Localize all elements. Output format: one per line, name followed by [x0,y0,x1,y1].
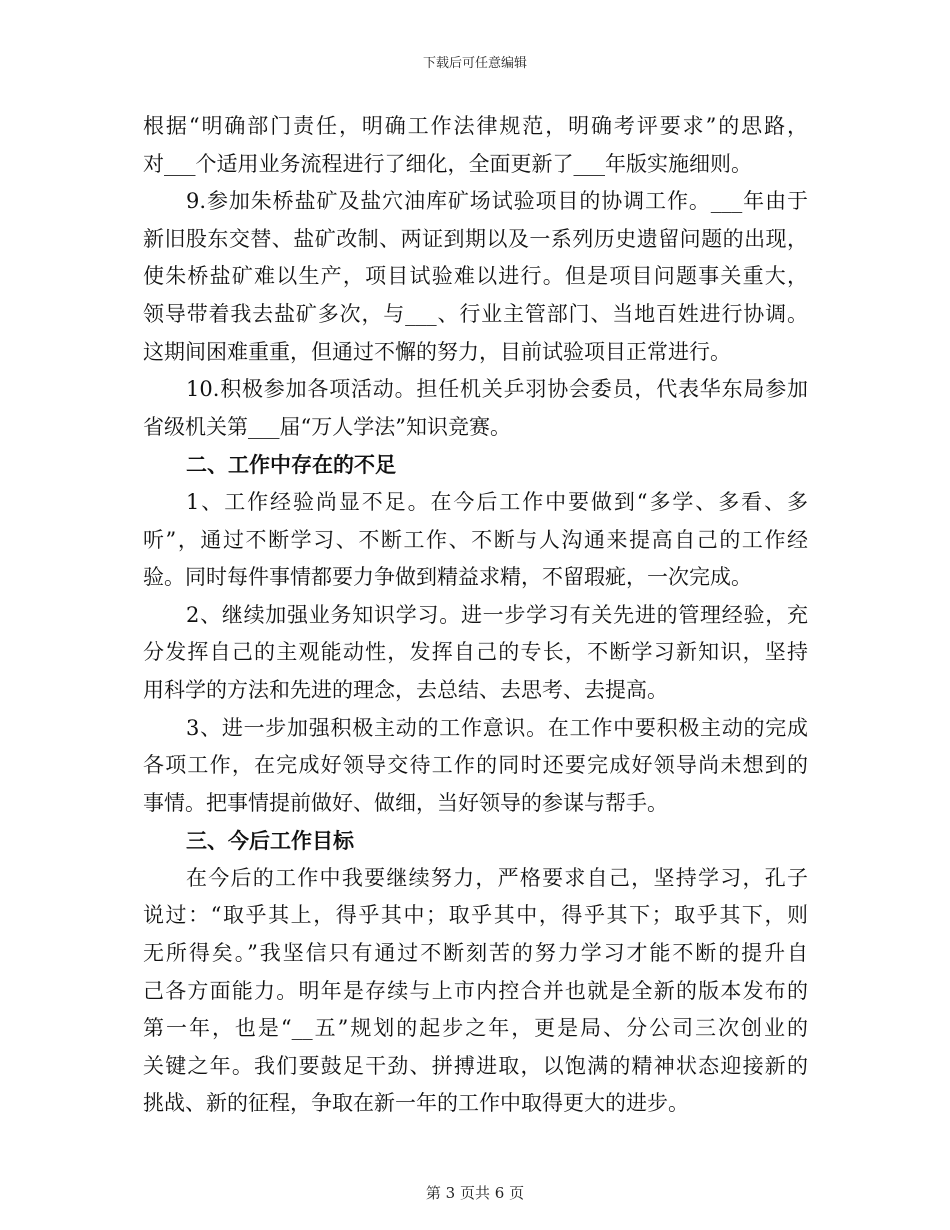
text-line: 事情。把事情提前做好、做细，当好领导的参谋与帮手。 [143,790,668,815]
text-line: 听”，通过不断学习、不断工作、不断与人沟通来提高自己的工作经 [143,527,808,552]
section-heading: 三、今后工作目标 [186,828,354,854]
text-line: 关键之年。我们要鼓足干劲、拼搏进取，以饱满的精神状态迎接新的 [143,1053,808,1078]
text-line: 1、工作经验尚显不足。在今后工作中要做到“多学、多看、多 [186,489,808,514]
document-body [143,108,808,1123]
text-line: 对___个适用业务流程进行了细化，全面更新了___年版实施细则。 [143,151,752,176]
text-line: 用科学的方法和先进的理念，去总结、去思考、去提高。 [143,677,668,702]
text-line: 3、进一步加强积极主动的工作意识。在工作中要积极主动的完成 [186,715,808,740]
text-line: 挑战、新的征程，争取在新一年的工作中取得更大的进步。 [143,1091,689,1116]
text-line: 这期间困难重重，但通过不懈的努力，目前试验项目正常进行。 [143,339,731,364]
text-line: 说过：“取乎其上，得乎其中；取乎其中，得乎其下；取乎其下，则 [143,903,808,928]
text-line: 第一年，也是“__五”规划的起步之年，更是局、分公司三次创业的 [143,1016,808,1041]
text-line: 在今后的工作中我要继续努力，严格要求自己，坚持学习，孔子 [186,865,808,890]
text-line: 省级机关第___届“万人学法”知识竞赛。 [143,414,511,439]
text-line: 9.参加朱桥盐矿及盐穴油库矿场试验项目的协调工作。___年由于 [186,189,808,214]
text-line: 领导带着我去盐矿多次，与___、行业主管部门、当地百姓进行协调。 [143,301,808,326]
text-line: 分发挥自己的主观能动性，发挥自己的专长，不断学习新知识，坚持 [143,640,808,665]
text-line: 己各方面能力。明年是存续与上市内控合并也就是全新的版本发布的 [143,978,808,1003]
page-footer: 第 3 页共 6 页 [425,1184,525,1202]
section-heading: 二、工作中存在的不足 [186,452,396,478]
text-line: 2、继续加强业务知识学习。进一步学习有关先进的管理经验，充 [186,602,808,627]
text-line: 无所得矣。”我坚信只有通过不断刻苦的努力学习才能不断的提升自 [143,941,808,966]
text-line: 各项工作，在完成好领导交待工作的同时还要完成好领导尚未想到的 [143,753,808,778]
text-line: 使朱桥盐矿难以生产，项目试验难以进行。但是项目问题事关重大， [143,264,808,289]
text-line: 根据“明确部门责任，明确工作法律规范，明确考评要求”的思路， [143,114,808,138]
text-line: 新旧股东交替、盐矿改制、两证到期以及一系列历史遗留问题的出现， [143,226,808,251]
text-line: 10.积极参加各项活动。担任机关乒羽协会委员，代表华东局参加 [186,377,808,402]
text-line: 验。同时每件事情都要力争做到精益求精，不留瑕疵，一次完成。 [143,565,752,590]
page-header: 下载后可任意编辑 [422,56,527,71]
